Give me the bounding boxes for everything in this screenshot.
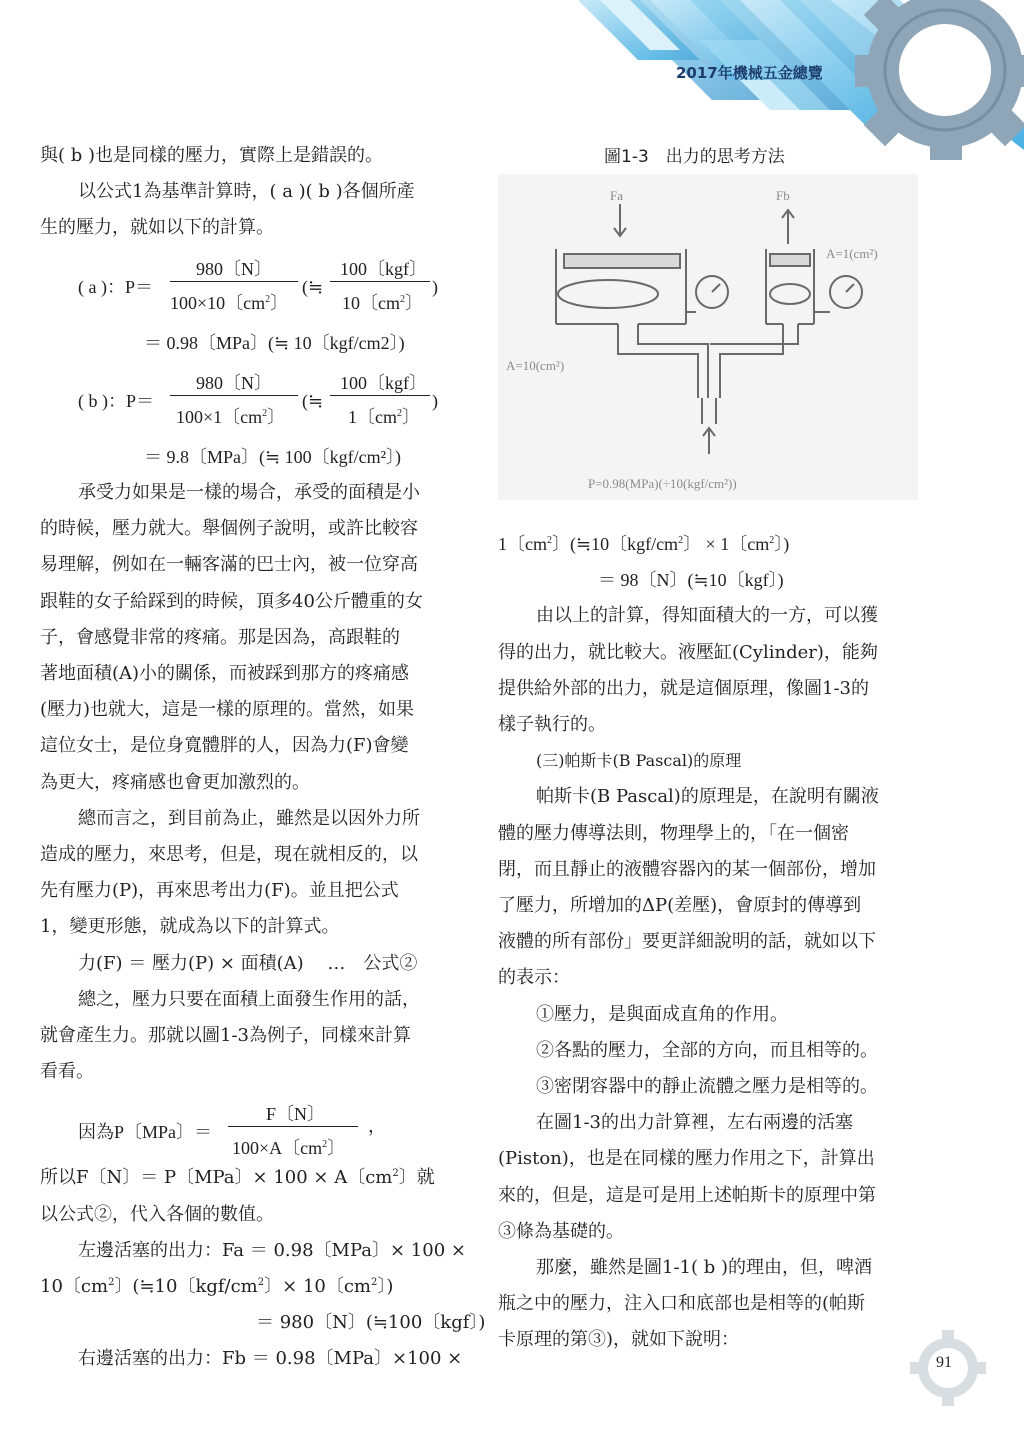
formula-2: 力(F) ＝ 壓力(P) × 面積(A) … 公式② <box>78 952 418 974</box>
eq-b-num1: 980〔N〕 <box>196 372 272 393</box>
paragraph-line: 就會產生力。那就以圖1-3為例子，同樣來計算 <box>40 1025 411 1047</box>
paragraph-line: 在圖1-3的出力計算裡，左右兩邊的活塞 <box>536 1112 853 1134</box>
paragraph-line: 右邊活塞的出力：Fb ＝ 0.98〔MPa〕×100 × <box>78 1348 463 1370</box>
paragraph-line: 承受力如果是一樣的場合，承受的面積是小 <box>78 482 420 504</box>
equation-c <box>40 1096 460 1158</box>
equation-a <box>40 251 460 311</box>
eq-c-den: 100×A〔$cm^2$〕 <box>232 1138 346 1159</box>
fa-label: Fa <box>610 188 623 203</box>
paragraph-line: 卡原理的第③)，就如下說明： <box>498 1329 740 1351</box>
paragraph-line: 的表示： <box>498 967 570 989</box>
paragraph-line: 來的，但是，這是可是用上述帕斯卡的原理中第 <box>498 1184 876 1206</box>
eq-a-num2: 100〔kgf〕 <box>340 258 427 279</box>
pressure-label: P=0.98(MPa)(÷10(kgf/cm²)) <box>588 476 737 491</box>
paragraph-line: 生的壓力，就如以下的計算。 <box>40 217 274 239</box>
page-number: 91 <box>936 1354 952 1371</box>
paragraph-line: 所以F〔N〕＝ P〔MPa〕× 100 × A〔$cm^2$〕就 <box>40 1167 435 1189</box>
eq-b-den2: 1〔$cm^2$〕 <box>348 406 420 427</box>
eq-a-close: ) <box>432 276 438 297</box>
paragraph-line: 體的壓力傳導法則，物理學上的，「在一個密 <box>498 822 849 844</box>
paragraph-line: 看看。 <box>40 1061 94 1083</box>
paragraph-line: 易理解，例如在一輛客滿的巴士內，被一位穿高 <box>40 554 418 576</box>
equation-b <box>40 365 460 425</box>
eq-c-tail: ， <box>368 1116 386 1137</box>
gear-icon <box>855 0 1024 160</box>
paragraph-line: 瓶之中的壓力，注入口和底部也是相等的(帕斯 <box>498 1293 866 1315</box>
paragraph-line: 了壓力，所增加的ΔP(差壓)，會原封的傳導到 <box>498 895 862 917</box>
paragraph-line: 為更大，疼痛感也會更加激烈的。 <box>40 771 310 793</box>
left-column <box>40 138 486 1378</box>
paragraph-line: 液體的所有部份」要更詳細說明的話，就如以下 <box>498 931 876 953</box>
eq-a-den2: 10〔$cm^2$〕 <box>342 292 423 313</box>
paragraph-line: 造成的壓力，來思考，但是，現在就相反的，以 <box>40 844 418 866</box>
paragraph-line: 的時候，壓力就大。舉個例子說明，或許比較容 <box>40 518 418 540</box>
paragraph-line: 子，會感覺非常的疼痛。那是因為，高跟鞋的 <box>40 626 400 648</box>
paragraph-line: 1〔$cm^2$〕(≒10〔kgf/$cm^2$〕 × 1〔$cm^2$〕) <box>498 534 790 554</box>
paragraph-line: 與( b )也是同樣的壓力，實際上是錯誤的。 <box>40 145 384 166</box>
paragraph-line: 跟鞋的女子給踩到的時候，頂多40公斤體重的女 <box>40 590 423 612</box>
list-item: ②各點的壓力，全部的方向，而且相等的。 <box>536 1039 878 1061</box>
eq-c-label: 因為P〔MPa〕＝ <box>78 1122 213 1143</box>
paragraph-line: 先有壓力(P)，再來思考出力(F)。並且把公式 <box>40 880 399 902</box>
list-item: ①壓力，是與面成直角的作用。 <box>536 1003 788 1025</box>
fb-label: Fb <box>776 188 790 203</box>
right-column <box>498 526 918 1359</box>
paragraph-line: 提供給外部的出力，就是這個原理，像圖1-3的 <box>498 677 869 699</box>
list-item: ③密閉容器中的靜止流體之壓力是相等的。 <box>536 1076 878 1098</box>
eq-b-close: ) <box>432 390 438 411</box>
paragraph-line: 由以上的計算，得知面積大的一方，可以獲 <box>536 605 878 627</box>
eq-b-approx: (≒ <box>302 390 324 411</box>
eq-a-label: ( a )：P＝ <box>78 276 153 297</box>
eq-b-den1: 100×1〔$cm^2$〕 <box>176 406 286 427</box>
paragraph-line: 那麼，雖然是圖1-1( b )的理由，但，啤酒 <box>536 1257 872 1279</box>
paragraph-line: 總之，壓力只要在面積上面發生作用的話， <box>78 988 420 1010</box>
paragraph-line: 左邊活塞的出力：Fa ＝ 0.98〔MPa〕× 100 × <box>78 1239 466 1261</box>
eq-a-result: ＝ 0.98〔MPa〕(≒ 10〔kgf/cm2〕) <box>144 332 405 353</box>
header-title: 2017年機械五金總覽 <box>676 64 823 82</box>
paragraph-line: 以公式②，代入各個的數值。 <box>40 1203 274 1225</box>
paragraph-line: 閉，而且靜止的液體容器內的某一個部份，增加 <box>498 858 876 880</box>
area-a-label: A=10(cm²) <box>506 358 565 373</box>
eq-b-result: ＝ 9.8〔MPa〕(≒ 100〔kgf/cm²〕) <box>144 446 401 467</box>
paragraph-line: (Piston)，也是在同樣的壓力作用之下，計算出 <box>498 1148 875 1170</box>
eq-a-den1: 100×10〔$cm^2$〕 <box>170 292 289 313</box>
paragraph-line: 總而言之，到目前為止，雖然是以因外力所 <box>78 807 420 829</box>
eq-b-label: ( b )：P＝ <box>78 390 154 411</box>
paragraph-line: 以公式1為基準計算時，( a )( b )各個所產 <box>78 181 415 203</box>
paragraph-line: 樣子執行的。 <box>498 714 606 736</box>
paragraph-line: 著地面積(A)小的關係，而被踩到那方的疼痛感 <box>40 663 410 685</box>
paragraph-line: ＝ 98〔N〕(≒10〔kgf〕) <box>598 570 784 591</box>
paragraph-line: 10〔$cm^2$〕(≒10〔kgf/$cm^2$〕× 10〔$cm^2$〕) <box>40 1276 394 1298</box>
paragraph-line: ＝ 980〔N〕(≒100〔kgf〕) <box>256 1312 486 1334</box>
eq-a-approx: (≒ <box>302 276 324 297</box>
paragraph-line: 1，變更形態，就成為以下的計算式。 <box>40 916 340 938</box>
eq-b-num2: 100〔kgf〕 <box>340 372 427 393</box>
area-b-label: A=1(cm²) <box>826 246 878 261</box>
paragraph-line: 這位女士，是位身寬體胖的人，因為力(F)會變 <box>40 735 409 757</box>
paragraph-line: ③條為基礎的。 <box>498 1220 624 1242</box>
figure-caption: 圖1-3 出力的思考方法 <box>604 147 785 167</box>
paragraph-line: 得的出力，就比較大。液壓缸(Cylinder)，能夠 <box>498 641 878 663</box>
section-heading: (三)帕斯卡(B Pascal)的原理 <box>536 751 742 771</box>
eq-c-num: F〔N〕 <box>266 1104 326 1125</box>
hydraulic-figure <box>498 174 918 500</box>
paragraph-line: (壓力)也就大，這是一樣的原理的。當然，如果 <box>40 699 415 721</box>
eq-a-num1: 980〔N〕 <box>196 258 272 279</box>
paragraph-line: 帕斯卡(B Pascal)的原理是，在說明有關液 <box>536 786 879 808</box>
